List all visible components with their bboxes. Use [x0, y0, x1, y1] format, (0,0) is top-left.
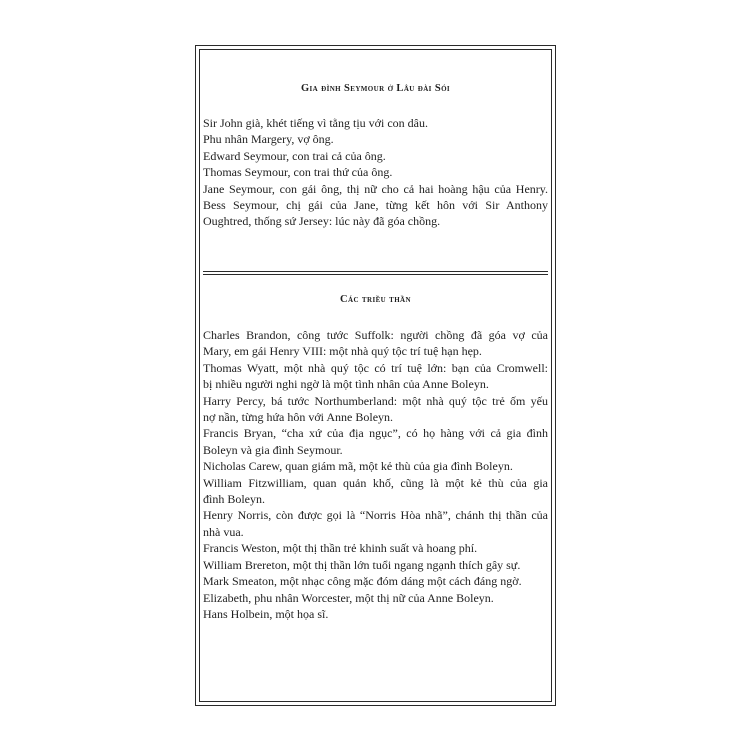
list-item: Charles Brandon, công tước Suffolk: người chồng đã góa vợ của — [203, 328, 548, 342]
list-item: bị nhiều người nghi ngờ là một tình nhân của Anne Boleyn. — [203, 377, 489, 392]
seymour-family-list — [203, 115, 548, 230]
list-item: Sir John già, khét tiếng vì tằng tịu với con dâu. — [203, 116, 428, 130]
list-item: Edward Seymour, con trai cả của ông. — [203, 148, 386, 163]
seymour-family-title: Gia đình Seymour ở Lâu đài Sói — [300, 83, 451, 94]
list-item: Thomas Wyatt, một nhà quý tộc có trí tuệ lớn: bạn của Cromwell: — [203, 360, 548, 375]
list-item: Oughtred, thống sứ Jersey: lúc này đã góa chồng. — [203, 214, 441, 229]
section-divider — [203, 271, 548, 275]
list-item: Boleyn và gia đình Seymour. — [203, 442, 343, 457]
list-item: Thomas Seymour, con trai thứ của ông. — [203, 165, 393, 180]
list-item: Elizabeth, phu nhân Worcester, một thị nữ của Anne Boleyn. — [203, 590, 494, 605]
list-item: nợ nần, từng hứa hôn với Anne Boleyn. — [203, 410, 394, 425]
list-item: Jane Seymour, con gái ông, thị nữ cho cả hai hoàng hậu của Henry. — [203, 181, 548, 196]
list-item: đình Boleyn. — [203, 492, 265, 507]
list-item: Hans Holbein, một họa sĩ. — [203, 606, 329, 621]
list-item: Francis Weston, một thị thần trẻ khinh suất và hoang phí. — [203, 541, 478, 556]
list-item: William Brereton, một thị thần lớn tuổi ngang ngạnh thích gây sự. — [203, 557, 521, 572]
seymour-family-section — [203, 82, 548, 230]
list-item: Phu nhân Margery, vợ ông. — [203, 132, 334, 147]
list-item: Mark Smeaton, một nhạc công mặc đóm dáng một cách đáng ngờ. — [203, 574, 522, 589]
list-item: Harry Percy, bá tước Northumberland: một nhà quý tộc trẻ ốm yếu — [203, 393, 548, 408]
list-item: William Fitzwilliam, quan quản khố, cũng là một kẻ thù của gia — [203, 475, 548, 490]
list-item: Henry Norris, còn được gọi là “Norris Hòa nhã”, chánh thị thần của — [203, 508, 548, 523]
list-item: Nicholas Carew, quan giám mã, một kẻ thù của gia đình Boleyn. — [203, 459, 513, 474]
list-item: Mary, em gái Henry VIII: một nhà quý tộc trí tuệ hạn hẹp. — [203, 344, 482, 359]
list-item: Bess Seymour, chị gái của Jane, từng kết hôn với Sir Anthony — [203, 198, 548, 213]
courtiers-section — [203, 293, 548, 622]
list-item: Francis Bryan, “cha xứ của địa ngục”, có họ hàng với cả gia đình — [203, 426, 548, 441]
courtiers-list — [203, 327, 548, 622]
courtiers-title: Các triều thần — [340, 294, 411, 305]
list-item: nhà vua. — [203, 524, 244, 539]
